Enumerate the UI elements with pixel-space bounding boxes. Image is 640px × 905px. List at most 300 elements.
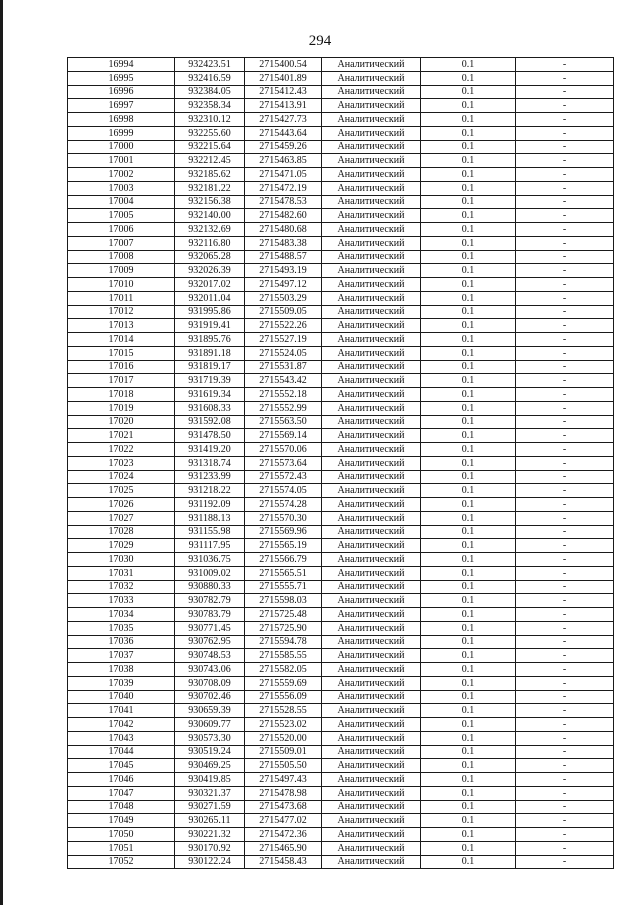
y-coordinate-cell: 2715585.55	[245, 649, 322, 663]
x-coordinate-cell: 932384.05	[175, 85, 245, 99]
note-cell: -	[516, 621, 614, 635]
y-coordinate-cell: 2715465.90	[245, 841, 322, 855]
x-coordinate-cell: 932065.28	[175, 250, 245, 264]
table-row	[68, 195, 614, 209]
table-row	[68, 374, 614, 388]
accuracy-cell: 0.1	[421, 580, 516, 594]
table-row	[68, 759, 614, 773]
point-number-cell: 16997	[68, 99, 175, 113]
accuracy-cell: 0.1	[421, 291, 516, 305]
y-coordinate-cell: 2715524.05	[245, 346, 322, 360]
x-coordinate-cell: 932185.62	[175, 168, 245, 182]
method-cell: Аналитический	[322, 786, 421, 800]
method-cell: Аналитический	[322, 745, 421, 759]
point-number-cell: 17032	[68, 580, 175, 594]
method-cell: Аналитический	[322, 85, 421, 99]
accuracy-cell: 0.1	[421, 181, 516, 195]
y-coordinate-cell: 2715725.90	[245, 621, 322, 635]
table-row	[68, 649, 614, 663]
point-number-cell: 17034	[68, 608, 175, 622]
method-cell: Аналитический	[322, 154, 421, 168]
y-coordinate-cell: 2715559.69	[245, 676, 322, 690]
y-coordinate-cell: 2715413.91	[245, 99, 322, 113]
x-coordinate-cell: 932116.80	[175, 236, 245, 250]
x-coordinate-cell: 931919.41	[175, 319, 245, 333]
point-number-cell: 17041	[68, 704, 175, 718]
y-coordinate-cell: 2715556.09	[245, 690, 322, 704]
y-coordinate-cell: 2715483.38	[245, 236, 322, 250]
note-cell: -	[516, 718, 614, 732]
note-cell: -	[516, 553, 614, 567]
y-coordinate-cell: 2715458.43	[245, 855, 322, 869]
x-coordinate-cell: 930771.45	[175, 621, 245, 635]
table-row	[68, 250, 614, 264]
y-coordinate-cell: 2715582.05	[245, 663, 322, 677]
method-cell: Аналитический	[322, 291, 421, 305]
note-cell: -	[516, 484, 614, 498]
x-coordinate-cell: 931218.22	[175, 484, 245, 498]
table-row	[68, 415, 614, 429]
method-cell: Аналитический	[322, 731, 421, 745]
note-cell: -	[516, 786, 614, 800]
method-cell: Аналитический	[322, 800, 421, 814]
y-coordinate-cell: 2715569.96	[245, 525, 322, 539]
method-cell: Аналитический	[322, 773, 421, 787]
x-coordinate-cell: 931995.86	[175, 305, 245, 319]
note-cell: -	[516, 140, 614, 154]
accuracy-cell: 0.1	[421, 649, 516, 663]
y-coordinate-cell: 2715574.05	[245, 484, 322, 498]
method-cell: Аналитический	[322, 58, 421, 72]
note-cell: -	[516, 71, 614, 85]
table-row	[68, 580, 614, 594]
accuracy-cell: 0.1	[421, 566, 516, 580]
x-coordinate-cell: 932212.45	[175, 154, 245, 168]
table-row	[68, 291, 614, 305]
point-number-cell: 17040	[68, 690, 175, 704]
y-coordinate-cell: 2715509.05	[245, 305, 322, 319]
y-coordinate-cell: 2715566.79	[245, 553, 322, 567]
table-row	[68, 566, 614, 580]
x-coordinate-cell: 930419.85	[175, 773, 245, 787]
table-row	[68, 360, 614, 374]
note-cell: -	[516, 525, 614, 539]
accuracy-cell: 0.1	[421, 759, 516, 773]
note-cell: -	[516, 704, 614, 718]
point-number-cell: 17000	[68, 140, 175, 154]
note-cell: -	[516, 415, 614, 429]
x-coordinate-cell: 931608.33	[175, 401, 245, 415]
method-cell: Аналитический	[322, 333, 421, 347]
table-row	[68, 828, 614, 842]
x-coordinate-cell: 932416.59	[175, 71, 245, 85]
accuracy-cell: 0.1	[421, 278, 516, 292]
table-row	[68, 635, 614, 649]
note-cell: -	[516, 236, 614, 250]
accuracy-cell: 0.1	[421, 525, 516, 539]
point-number-cell: 17038	[68, 663, 175, 677]
accuracy-cell: 0.1	[421, 429, 516, 443]
note-cell: -	[516, 828, 614, 842]
note-cell: -	[516, 113, 614, 127]
method-cell: Аналитический	[322, 126, 421, 140]
x-coordinate-cell: 931155.98	[175, 525, 245, 539]
point-number-cell: 17018	[68, 388, 175, 402]
y-coordinate-cell: 2715725.48	[245, 608, 322, 622]
point-number-cell: 17004	[68, 195, 175, 209]
note-cell: -	[516, 608, 614, 622]
point-number-cell: 17025	[68, 484, 175, 498]
point-number-cell: 17009	[68, 264, 175, 278]
y-coordinate-cell: 2715505.50	[245, 759, 322, 773]
accuracy-cell: 0.1	[421, 663, 516, 677]
y-coordinate-cell: 2715570.06	[245, 443, 322, 457]
method-cell: Аналитический	[322, 553, 421, 567]
y-coordinate-cell: 2715570.30	[245, 511, 322, 525]
point-number-cell: 17048	[68, 800, 175, 814]
point-number-cell: 17017	[68, 374, 175, 388]
x-coordinate-cell: 931036.75	[175, 553, 245, 567]
y-coordinate-cell: 2715477.02	[245, 814, 322, 828]
method-cell: Аналитический	[322, 539, 421, 553]
table-row	[68, 99, 614, 113]
note-cell: -	[516, 401, 614, 415]
method-cell: Аналитический	[322, 511, 421, 525]
accuracy-cell: 0.1	[421, 415, 516, 429]
point-number-cell: 17019	[68, 401, 175, 415]
note-cell: -	[516, 773, 614, 787]
point-number-cell: 17012	[68, 305, 175, 319]
table-row	[68, 539, 614, 553]
accuracy-cell: 0.1	[421, 690, 516, 704]
y-coordinate-cell: 2715472.36	[245, 828, 322, 842]
method-cell: Аналитический	[322, 401, 421, 415]
accuracy-cell: 0.1	[421, 168, 516, 182]
accuracy-cell: 0.1	[421, 360, 516, 374]
note-cell: -	[516, 841, 614, 855]
point-number-cell: 17013	[68, 319, 175, 333]
point-number-cell: 17027	[68, 511, 175, 525]
accuracy-cell: 0.1	[421, 71, 516, 85]
x-coordinate-cell: 931719.39	[175, 374, 245, 388]
y-coordinate-cell: 2715565.19	[245, 539, 322, 553]
point-number-cell: 17023	[68, 456, 175, 470]
point-number-cell: 17021	[68, 429, 175, 443]
note-cell: -	[516, 388, 614, 402]
point-number-cell: 17051	[68, 841, 175, 855]
note-cell: -	[516, 278, 614, 292]
note-cell: -	[516, 814, 614, 828]
method-cell: Аналитический	[322, 319, 421, 333]
x-coordinate-cell: 931891.18	[175, 346, 245, 360]
table-row	[68, 484, 614, 498]
x-coordinate-cell: 930221.32	[175, 828, 245, 842]
point-number-cell: 17033	[68, 594, 175, 608]
method-cell: Аналитический	[322, 635, 421, 649]
note-cell: -	[516, 429, 614, 443]
method-cell: Аналитический	[322, 828, 421, 842]
note-cell: -	[516, 745, 614, 759]
note-cell: -	[516, 855, 614, 869]
accuracy-cell: 0.1	[421, 718, 516, 732]
method-cell: Аналитический	[322, 594, 421, 608]
note-cell: -	[516, 223, 614, 237]
note-cell: -	[516, 291, 614, 305]
point-number-cell: 17016	[68, 360, 175, 374]
x-coordinate-cell: 931478.50	[175, 429, 245, 443]
accuracy-cell: 0.1	[421, 704, 516, 718]
y-coordinate-cell: 2715528.55	[245, 704, 322, 718]
method-cell: Аналитический	[322, 814, 421, 828]
method-cell: Аналитический	[322, 443, 421, 457]
y-coordinate-cell: 2715563.50	[245, 415, 322, 429]
point-number-cell: 16994	[68, 58, 175, 72]
accuracy-cell: 0.1	[421, 319, 516, 333]
x-coordinate-cell: 932181.22	[175, 181, 245, 195]
x-coordinate-cell: 932423.51	[175, 58, 245, 72]
note-cell: -	[516, 85, 614, 99]
note-cell: -	[516, 305, 614, 319]
note-cell: -	[516, 168, 614, 182]
method-cell: Аналитический	[322, 525, 421, 539]
method-cell: Аналитический	[322, 360, 421, 374]
y-coordinate-cell: 2715531.87	[245, 360, 322, 374]
y-coordinate-cell: 2715527.19	[245, 333, 322, 347]
y-coordinate-cell: 2715472.19	[245, 181, 322, 195]
note-cell: -	[516, 374, 614, 388]
table-row	[68, 223, 614, 237]
y-coordinate-cell: 2715482.60	[245, 209, 322, 223]
table-row	[68, 113, 614, 127]
table-row	[68, 443, 614, 457]
y-coordinate-cell: 2715443.64	[245, 126, 322, 140]
note-cell: -	[516, 566, 614, 580]
point-number-cell: 17046	[68, 773, 175, 787]
point-number-cell: 16995	[68, 71, 175, 85]
method-cell: Аналитический	[322, 388, 421, 402]
table-row	[68, 718, 614, 732]
note-cell: -	[516, 580, 614, 594]
x-coordinate-cell: 931592.08	[175, 415, 245, 429]
y-coordinate-cell: 2715555.71	[245, 580, 322, 594]
accuracy-cell: 0.1	[421, 855, 516, 869]
method-cell: Аналитический	[322, 415, 421, 429]
point-number-cell: 17003	[68, 181, 175, 195]
table-row	[68, 594, 614, 608]
point-number-cell: 17029	[68, 539, 175, 553]
accuracy-cell: 0.1	[421, 346, 516, 360]
point-number-cell: 17030	[68, 553, 175, 567]
note-cell: -	[516, 319, 614, 333]
note-cell: -	[516, 195, 614, 209]
method-cell: Аналитический	[322, 498, 421, 512]
method-cell: Аналитический	[322, 649, 421, 663]
method-cell: Аналитический	[322, 470, 421, 484]
point-number-cell: 17006	[68, 223, 175, 237]
y-coordinate-cell: 2715471.05	[245, 168, 322, 182]
table-row	[68, 498, 614, 512]
point-number-cell: 17052	[68, 855, 175, 869]
y-coordinate-cell: 2715503.29	[245, 291, 322, 305]
point-number-cell: 16999	[68, 126, 175, 140]
x-coordinate-cell: 931009.02	[175, 566, 245, 580]
table-row	[68, 800, 614, 814]
table-row	[68, 181, 614, 195]
method-cell: Аналитический	[322, 429, 421, 443]
note-cell: -	[516, 333, 614, 347]
table-row	[68, 154, 614, 168]
x-coordinate-cell: 931117.95	[175, 539, 245, 553]
method-cell: Аналитический	[322, 181, 421, 195]
note-cell: -	[516, 690, 614, 704]
point-number-cell: 17024	[68, 470, 175, 484]
accuracy-cell: 0.1	[421, 209, 516, 223]
table-row	[68, 621, 614, 635]
note-cell: -	[516, 360, 614, 374]
accuracy-cell: 0.1	[421, 154, 516, 168]
table-row	[68, 731, 614, 745]
note-cell: -	[516, 264, 614, 278]
table-row	[68, 58, 614, 72]
point-number-cell: 17022	[68, 443, 175, 457]
method-cell: Аналитический	[322, 113, 421, 127]
coordinates-table	[67, 57, 614, 869]
x-coordinate-cell: 930743.06	[175, 663, 245, 677]
method-cell: Аналитический	[322, 608, 421, 622]
method-cell: Аналитический	[322, 456, 421, 470]
accuracy-cell: 0.1	[421, 388, 516, 402]
x-coordinate-cell: 932156.38	[175, 195, 245, 209]
x-coordinate-cell: 930271.59	[175, 800, 245, 814]
method-cell: Аналитический	[322, 168, 421, 182]
point-number-cell: 17007	[68, 236, 175, 250]
method-cell: Аналитический	[322, 346, 421, 360]
x-coordinate-cell: 931233.99	[175, 470, 245, 484]
y-coordinate-cell: 2715543.42	[245, 374, 322, 388]
point-number-cell: 17010	[68, 278, 175, 292]
table-row	[68, 236, 614, 250]
point-number-cell: 16996	[68, 85, 175, 99]
point-number-cell: 17011	[68, 291, 175, 305]
table-row	[68, 456, 614, 470]
accuracy-cell: 0.1	[421, 841, 516, 855]
accuracy-cell: 0.1	[421, 773, 516, 787]
point-number-cell: 17039	[68, 676, 175, 690]
method-cell: Аналитический	[322, 621, 421, 635]
note-cell: -	[516, 759, 614, 773]
method-cell: Аналитический	[322, 264, 421, 278]
accuracy-cell: 0.1	[421, 113, 516, 127]
point-number-cell: 17020	[68, 415, 175, 429]
point-number-cell: 16998	[68, 113, 175, 127]
note-cell: -	[516, 456, 614, 470]
method-cell: Аналитический	[322, 759, 421, 773]
table-row	[68, 319, 614, 333]
note-cell: -	[516, 594, 614, 608]
note-cell: -	[516, 649, 614, 663]
accuracy-cell: 0.1	[421, 676, 516, 690]
accuracy-cell: 0.1	[421, 401, 516, 415]
note-cell: -	[516, 250, 614, 264]
accuracy-cell: 0.1	[421, 786, 516, 800]
x-coordinate-cell: 932017.02	[175, 278, 245, 292]
table-row	[68, 676, 614, 690]
x-coordinate-cell: 932358.34	[175, 99, 245, 113]
accuracy-cell: 0.1	[421, 99, 516, 113]
x-coordinate-cell: 932026.39	[175, 264, 245, 278]
method-cell: Аналитический	[322, 278, 421, 292]
x-coordinate-cell: 930659.39	[175, 704, 245, 718]
table-row	[68, 525, 614, 539]
note-cell: -	[516, 635, 614, 649]
y-coordinate-cell: 2715459.26	[245, 140, 322, 154]
point-number-cell: 17002	[68, 168, 175, 182]
point-number-cell: 17045	[68, 759, 175, 773]
note-cell: -	[516, 663, 614, 677]
table-row	[68, 786, 614, 800]
x-coordinate-cell: 932011.04	[175, 291, 245, 305]
table-row	[68, 346, 614, 360]
accuracy-cell: 0.1	[421, 484, 516, 498]
method-cell: Аналитический	[322, 855, 421, 869]
accuracy-cell: 0.1	[421, 85, 516, 99]
y-coordinate-cell: 2715478.53	[245, 195, 322, 209]
x-coordinate-cell: 930609.77	[175, 718, 245, 732]
y-coordinate-cell: 2715401.89	[245, 71, 322, 85]
table-row	[68, 85, 614, 99]
table-row	[68, 305, 614, 319]
y-coordinate-cell: 2715552.99	[245, 401, 322, 415]
note-cell: -	[516, 539, 614, 553]
y-coordinate-cell: 2715572.43	[245, 470, 322, 484]
y-coordinate-cell: 2715565.51	[245, 566, 322, 580]
method-cell: Аналитический	[322, 580, 421, 594]
method-cell: Аналитический	[322, 140, 421, 154]
point-number-cell: 17049	[68, 814, 175, 828]
point-number-cell: 17031	[68, 566, 175, 580]
note-cell: -	[516, 209, 614, 223]
method-cell: Аналитический	[322, 99, 421, 113]
x-coordinate-cell: 930170.92	[175, 841, 245, 855]
table-row	[68, 814, 614, 828]
table-row	[68, 470, 614, 484]
note-cell: -	[516, 511, 614, 525]
accuracy-cell: 0.1	[421, 58, 516, 72]
x-coordinate-cell: 930321.37	[175, 786, 245, 800]
note-cell: -	[516, 498, 614, 512]
method-cell: Аналитический	[322, 663, 421, 677]
y-coordinate-cell: 2715523.02	[245, 718, 322, 732]
method-cell: Аналитический	[322, 484, 421, 498]
table-row	[68, 553, 614, 567]
x-coordinate-cell: 930782.79	[175, 594, 245, 608]
accuracy-cell: 0.1	[421, 498, 516, 512]
y-coordinate-cell: 2715478.98	[245, 786, 322, 800]
method-cell: Аналитический	[322, 566, 421, 580]
accuracy-cell: 0.1	[421, 126, 516, 140]
note-cell: -	[516, 154, 614, 168]
table-row	[68, 690, 614, 704]
note-cell: -	[516, 676, 614, 690]
x-coordinate-cell: 931188.13	[175, 511, 245, 525]
note-cell: -	[516, 181, 614, 195]
table-row	[68, 511, 614, 525]
x-coordinate-cell: 930748.53	[175, 649, 245, 663]
note-cell: -	[516, 126, 614, 140]
x-coordinate-cell: 930783.79	[175, 608, 245, 622]
point-number-cell: 17047	[68, 786, 175, 800]
table-row	[68, 333, 614, 347]
